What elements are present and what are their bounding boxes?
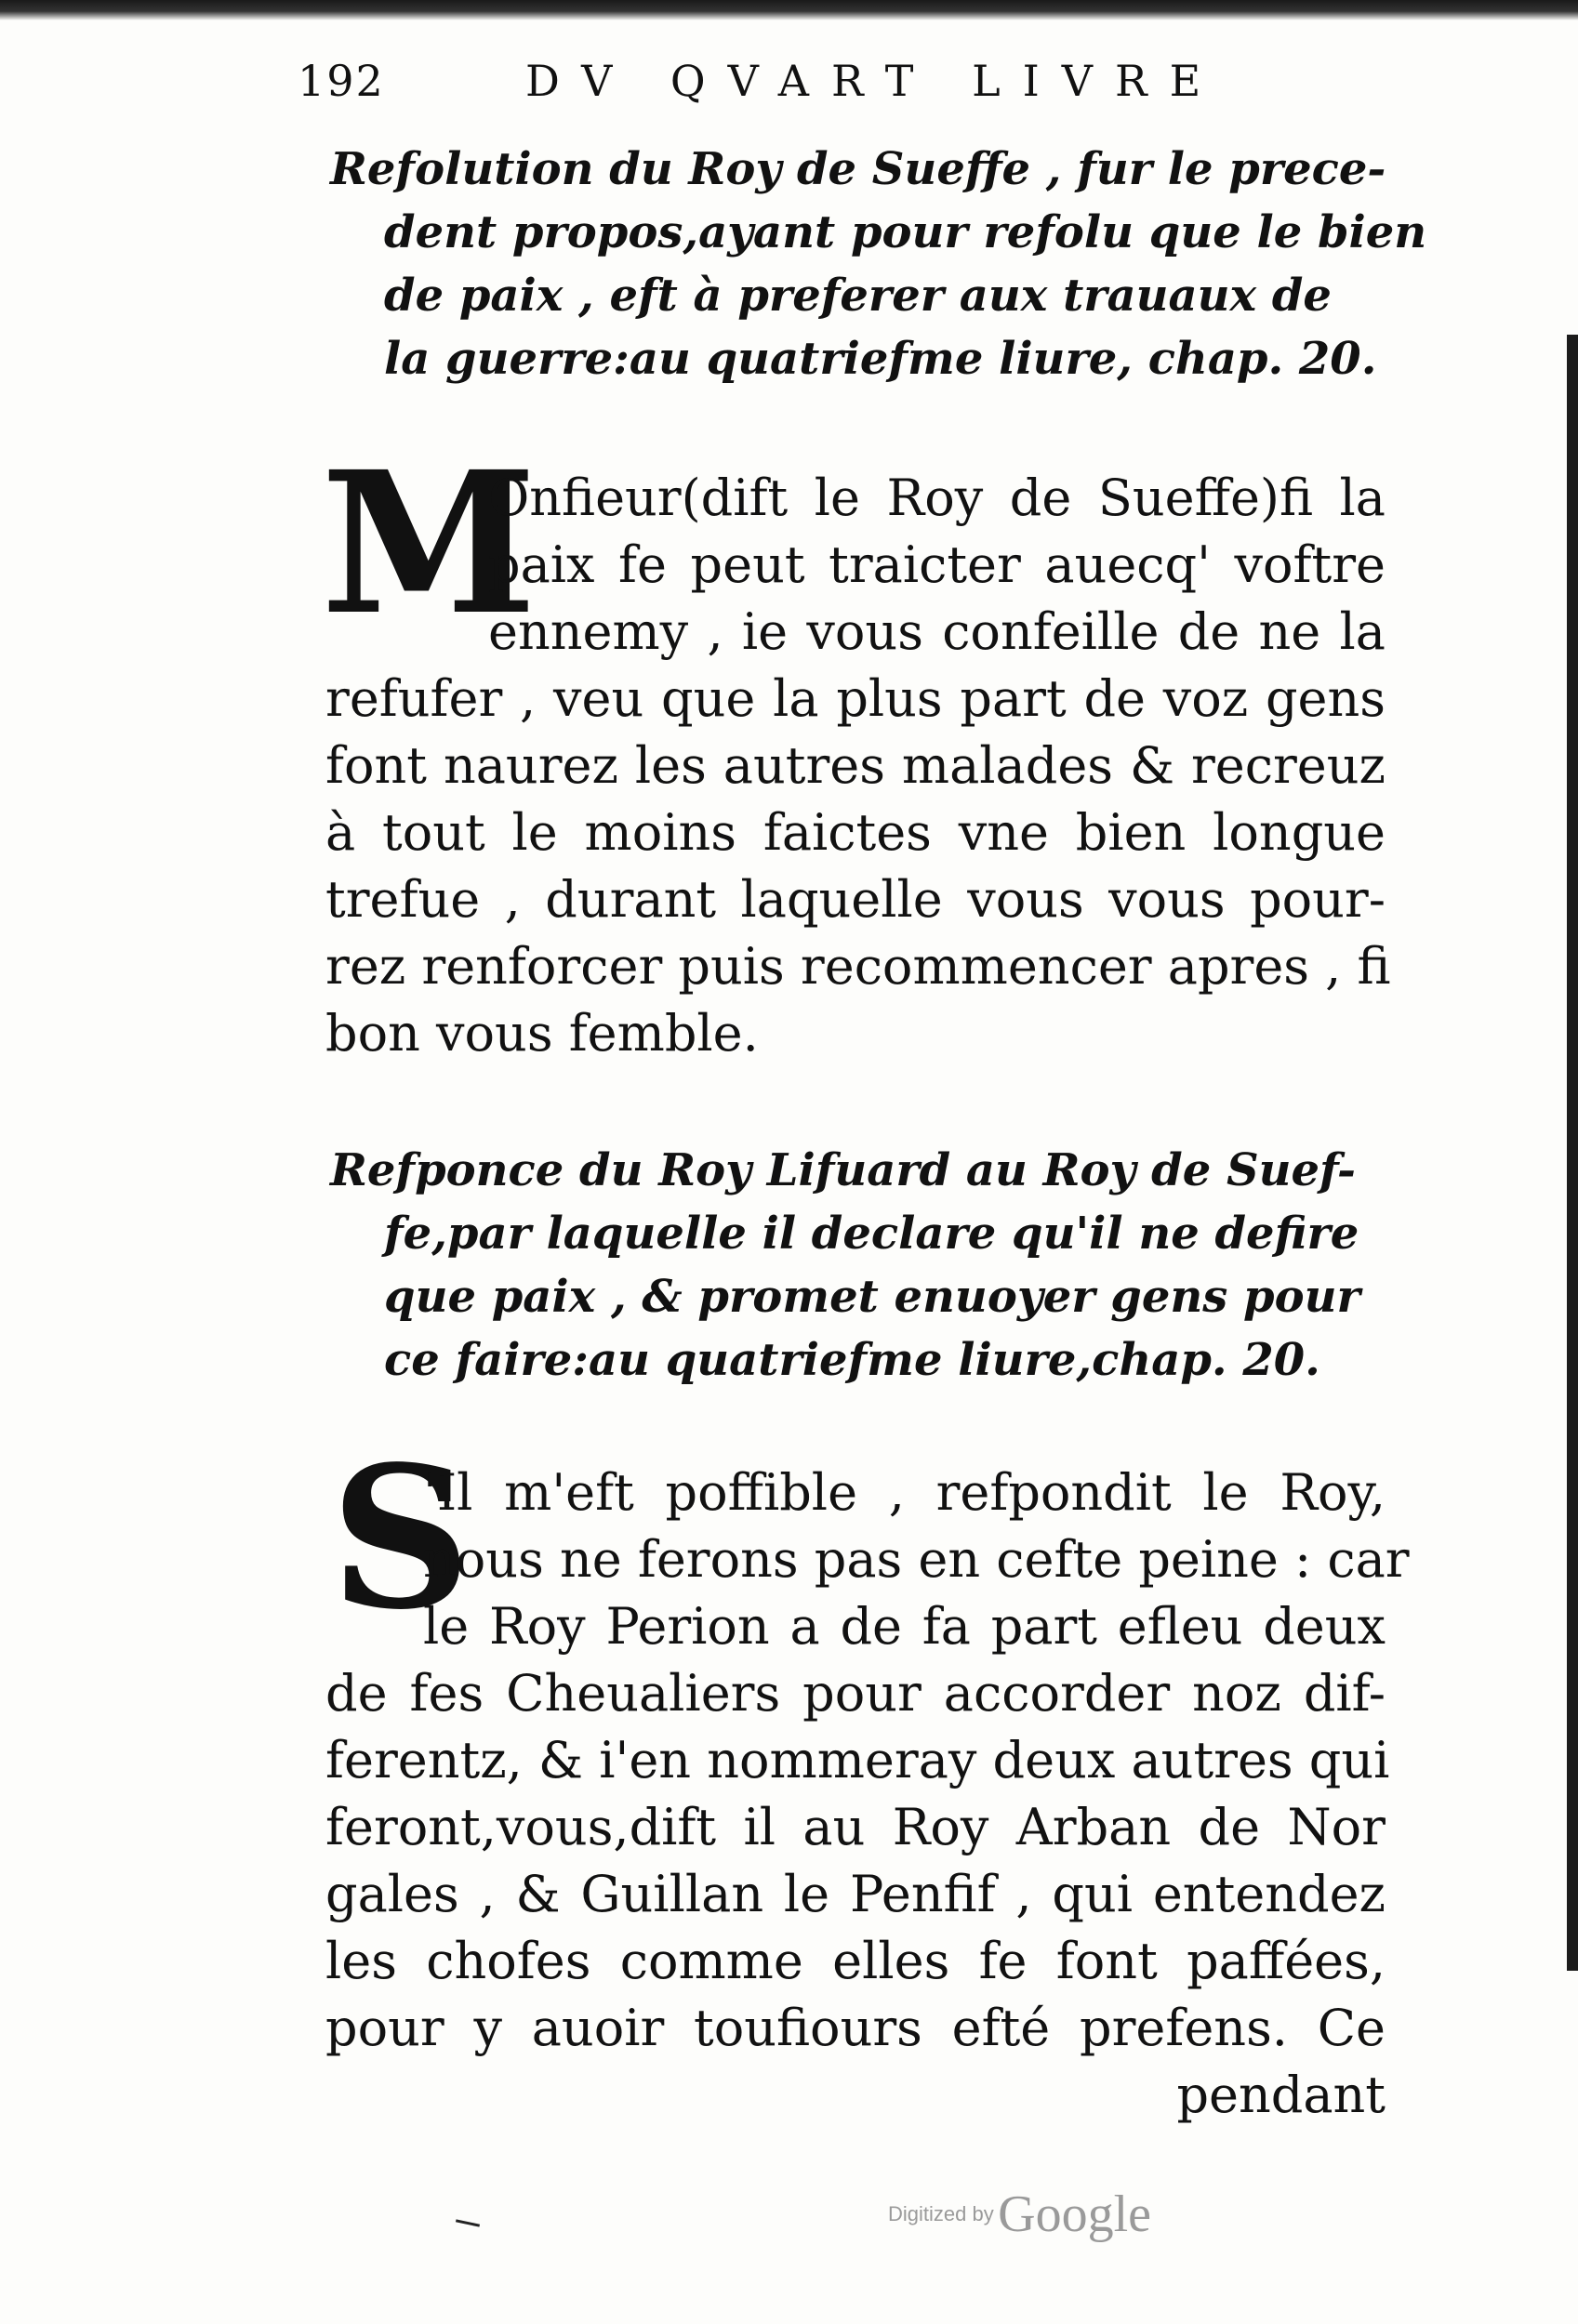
- page-top-edge: [0, 0, 1578, 20]
- body-line: paix fe peut traicter auecq' voftre: [488, 535, 1386, 594]
- body-line: les chofes comme elles fe font paffées,: [325, 1932, 1386, 1990]
- page-number: 192: [298, 56, 385, 106]
- chapter-summary-2: [330, 1139, 1360, 1392]
- body-line: de fes Cheualiers pour accorder noz dif-: [325, 1664, 1386, 1723]
- summary-line: la guerre:au quatriefme liure, chap. 20.: [384, 333, 1377, 385]
- body-line: le Roy Perion a de fa part efleu deux: [423, 1597, 1386, 1656]
- body-line: rez renforcer puis recommencer apres , fi: [325, 937, 1391, 996]
- stray-mark: [456, 2219, 480, 2226]
- running-header: [298, 56, 1227, 121]
- body-paragraph-1: [325, 465, 1391, 1067]
- summary-line: ce faire:au quatriefme liure,chap. 20.: [384, 1334, 1320, 1386]
- body-line: Onfieur(dift le Roy de Sueffe)fi la: [488, 469, 1386, 527]
- body-line: ennemy , ie vous confeille de ne la: [488, 602, 1386, 661]
- summary-line: fe,par laquelle il declare qu'il ne defire: [384, 1208, 1359, 1260]
- body-line: trefue , durant laquelle vous vous pour-: [325, 870, 1386, 929]
- body-line: feront,vous,dift il au Roy Arban de Nor: [325, 1798, 1386, 1856]
- body-line: font naurez les autres malades & recreuz: [325, 736, 1386, 795]
- body-line: refufer , veu que la plus part de voz gens: [325, 669, 1386, 728]
- chapter-summary-1: [330, 138, 1427, 390]
- body-line: ferentz, & i'en nommeray deux autres qui: [325, 1731, 1390, 1789]
- body-line: nous ne ferons pas en cefte peine : car: [423, 1530, 1410, 1589]
- drop-cap: M: [321, 429, 537, 658]
- body-line: bon vous femble.: [325, 1004, 759, 1063]
- digitized-watermark: [888, 2185, 1151, 2244]
- summary-line: dent propos,ayant pour refolu que le bien: [384, 206, 1427, 258]
- digitized-label: Digitized by: [888, 2202, 994, 2225]
- page-right-edge: [1567, 335, 1578, 1971]
- summary-line: de paix , eft à preferer aux trauaux de: [384, 270, 1332, 322]
- body-line: gales , & Guillan le Penfif , qui entendez: [325, 1865, 1386, 1923]
- summary-line: que paix , & promet enuoyer gens pour: [384, 1271, 1360, 1323]
- summary-line: Refolution du Roy de Sueffe , fur le prece-: [330, 143, 1386, 195]
- drop-cap: S: [330, 1423, 471, 1653]
- body-paragraph-2: [325, 1459, 1410, 2129]
- body-line: 'Il m'eft poffible , refpondit le Roy,: [423, 1463, 1386, 1522]
- catchword: pendant: [1176, 2066, 1386, 2124]
- running-title: DV QVART LIVRE: [525, 56, 1224, 106]
- body-line: à tout le moins faictes vne bien longue: [325, 803, 1386, 862]
- google-brand: Google: [998, 2185, 1152, 2243]
- body-line: pour y auoir toufiours efté prefens. Ce: [325, 1999, 1386, 2057]
- summary-line: Refponce du Roy Lifuard au Roy de Suef-: [330, 1144, 1356, 1196]
